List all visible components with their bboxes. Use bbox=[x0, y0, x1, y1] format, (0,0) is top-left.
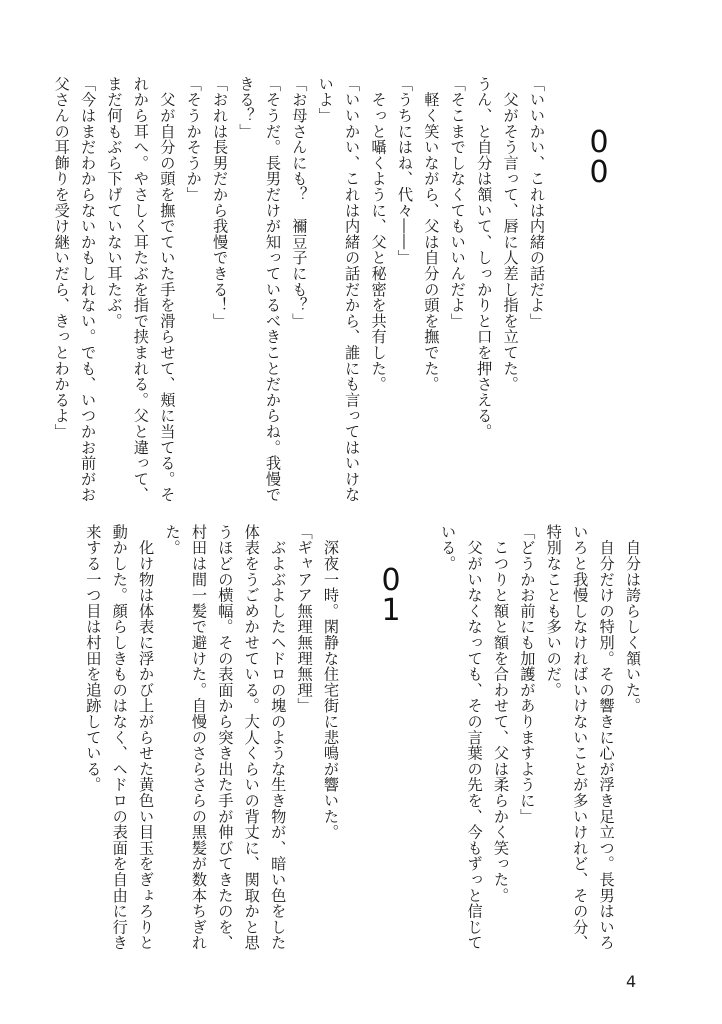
text-line: 特別なことも多いのだ。 bbox=[544, 524, 563, 698]
text-line: 「おれは長男だから我慢できる！」 bbox=[211, 76, 230, 329]
chapter-01-text bbox=[80, 524, 344, 951]
text-line: 「今はまだわからないかもしれない。でも、いつかお前がお bbox=[79, 76, 98, 503]
text-line: 「そうかそうか」 bbox=[184, 76, 203, 203]
text-line: 父さんの耳飾りを受け継いだら、きっとわかるよ」 bbox=[52, 76, 71, 440]
text-line: きる？」 bbox=[237, 76, 256, 140]
text-line: 父がそう言って、唇に人差し指を立てた。 bbox=[501, 76, 520, 392]
text-line: 深夜一時。閑静な住宅街に悲鳴が響いた。 bbox=[322, 524, 340, 840]
text-line: うほどの横幅。その表面から突き出た手が伸びてきたのを、 bbox=[216, 524, 235, 951]
chapter-digit: 1 bbox=[381, 593, 401, 628]
text-line: 自分だけの特別。その響きに心が浮き足立つ。長男はいろ bbox=[597, 524, 616, 951]
chapter-heading-01 bbox=[374, 563, 408, 628]
prologue-text bbox=[48, 76, 550, 516]
text-line: 「うちにはね、代々――」 bbox=[395, 76, 414, 266]
text-line: 化け物は体表に浮かび上がらせた黄色い目玉をぎょろりと bbox=[137, 524, 156, 951]
page-number: 4 bbox=[626, 972, 637, 991]
text-line: 父がいなくなっても、その言葉の先を、今もずっと信じて bbox=[465, 524, 484, 951]
text-line: 自分は誇らしく頷いた。 bbox=[624, 524, 642, 714]
text-line: 父が自分の頭を撫でていた手を滑らせて、頬に当てる。そ bbox=[158, 76, 177, 503]
chapter-digit: 0 bbox=[589, 155, 609, 190]
text-line: た。 bbox=[163, 524, 182, 556]
text-line: 来する一つ目は村田を追跡している。 bbox=[84, 524, 103, 793]
text-line: 「お母さんにも？ 禰豆子にも？」 bbox=[290, 76, 309, 329]
prologue-ending-text bbox=[435, 524, 646, 951]
text-line: うん、と自分は頷いて、しっかりと口を押さえる。 bbox=[475, 76, 494, 440]
text-line: 「いいかい、これは内緒の話だから、誰にも言ってはいけな bbox=[343, 76, 362, 503]
text-line: 「どうかお前にも加護がありますように」 bbox=[518, 524, 537, 825]
text-line: 「いいかい、これは内緒の話だよ」 bbox=[528, 76, 546, 329]
chapter-digit: 0 bbox=[381, 563, 401, 598]
text-line: そっと囁くように、父と秘密を共有した。 bbox=[369, 76, 388, 392]
text-line: 「そうだ。長男だけが知っているべきことだからね。我慢で bbox=[263, 76, 282, 503]
text-line: ぶよぶよしたヘドロの塊のような生き物が、暗い色をした bbox=[269, 524, 288, 951]
text-line: 軽く笑いながら、父は自分の頭を撫でた。 bbox=[422, 76, 441, 392]
text-line: 「そこまでしなくてもいいんだよ」 bbox=[448, 76, 467, 329]
text-line: 体表をうごめかせている。大人くらいの背丈に、関取かと思 bbox=[242, 524, 261, 951]
text-line: 動かした。顔らしきものはなく、ヘドロの表面を自由に行き bbox=[110, 524, 129, 951]
chapter-digit: 0 bbox=[589, 125, 609, 160]
text-line: 「ギャアア無理無理無理」 bbox=[295, 524, 314, 714]
text-line: れから耳へ。やさしく耳たぶを指で挟まれる。父と違って、 bbox=[131, 76, 150, 503]
text-line: いよ」 bbox=[316, 76, 335, 124]
text-line: いろと我慢しなければいけないことが多いけれど、その分、 bbox=[571, 524, 590, 951]
text-line: こつりと額と額を合わせて、父は柔らかく笑った。 bbox=[491, 524, 510, 904]
chapter-heading-00 bbox=[582, 125, 616, 190]
text-line: いる。 bbox=[439, 524, 458, 572]
text-line: 村田は間一髪で避けた。自慢のさらさらの黒髪が数本ちぎれ bbox=[189, 524, 208, 951]
text-line: まだ何もぶら下げていない耳たぶ。 bbox=[105, 76, 124, 329]
